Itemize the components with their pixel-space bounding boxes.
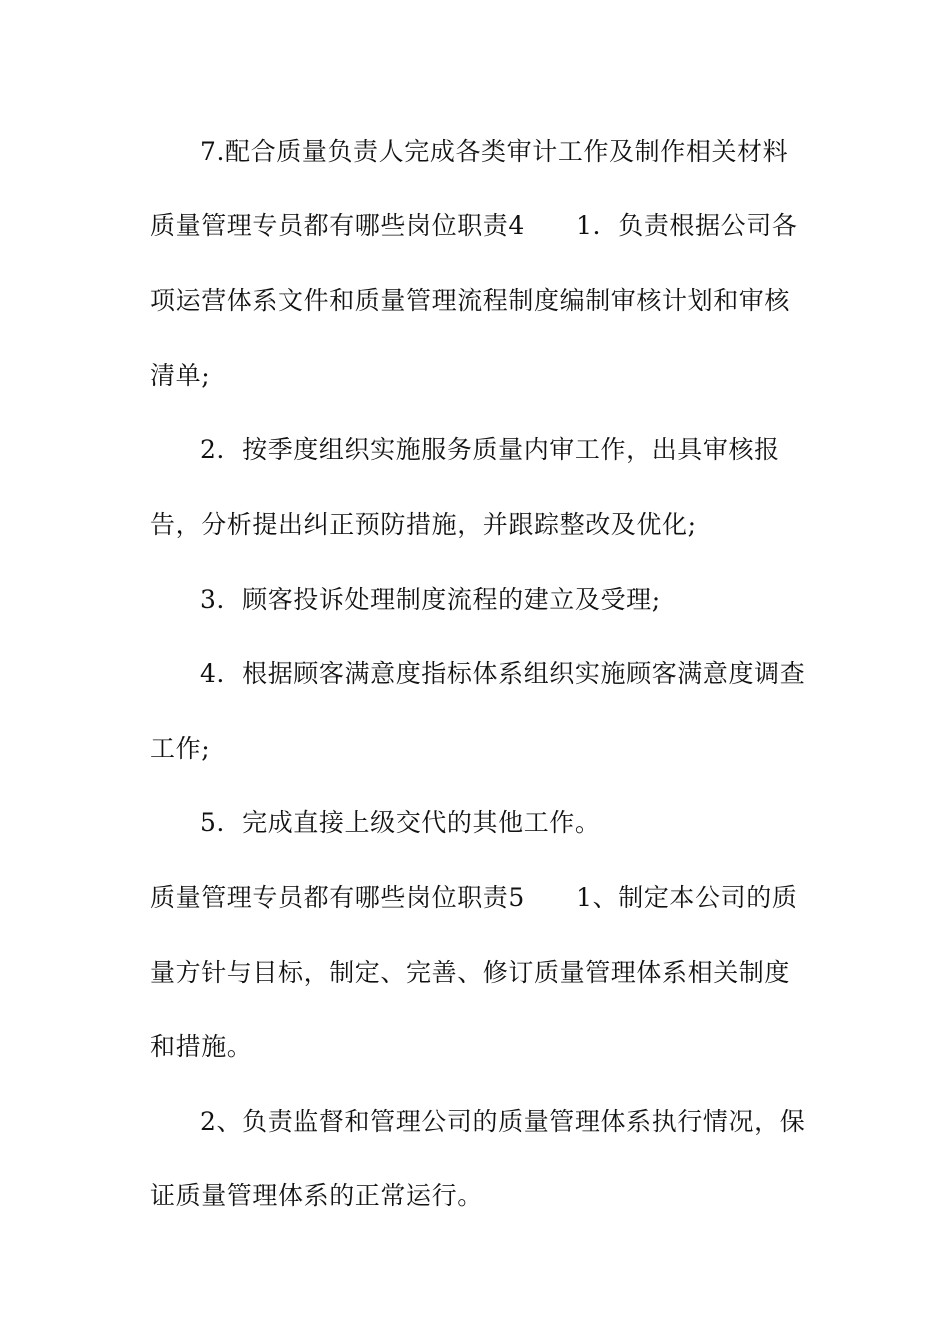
- text-line-14: 2、负责监督和管理公司的质量管理体系执行情况，保: [200, 1107, 806, 1136]
- text-line-11: 质量管理专员都有哪些岗位职责5 1、制定本公司的质: [150, 883, 798, 912]
- text-line-1: 7.配合质量负责人完成各类审计工作及制作相关材料: [200, 137, 789, 166]
- text-line-13: 和措施。: [150, 1032, 253, 1061]
- text-line-10: 5．完成直接上级交代的其他工作。: [200, 808, 601, 837]
- text-line-12: 量方针与目标，制定、完善、修订质量管理体系相关制度: [150, 958, 791, 987]
- text-line-5: 2．按季度组织实施服务质量内审工作，出具审核报: [200, 435, 780, 464]
- text-line-7: 3．顾客投诉处理制度流程的建立及受理;: [200, 585, 661, 614]
- text-line-3: 项运营体系文件和质量管理流程制度编制审核计划和审核: [150, 286, 791, 315]
- text-line-2: 质量管理专员都有哪些岗位职责4 1．负责根据公司各: [150, 211, 798, 240]
- text-line-6: 告，分析提出纠正预防措施，并跟踪整改及优化;: [150, 510, 697, 539]
- text-line-9: 工作;: [150, 734, 211, 763]
- text-line-4: 清单;: [150, 361, 211, 390]
- text-line-8: 4．根据顾客满意度指标体系组织实施顾客满意度调查: [200, 659, 806, 688]
- text-line-15: 证质量管理体系的正常运行。: [150, 1181, 483, 1210]
